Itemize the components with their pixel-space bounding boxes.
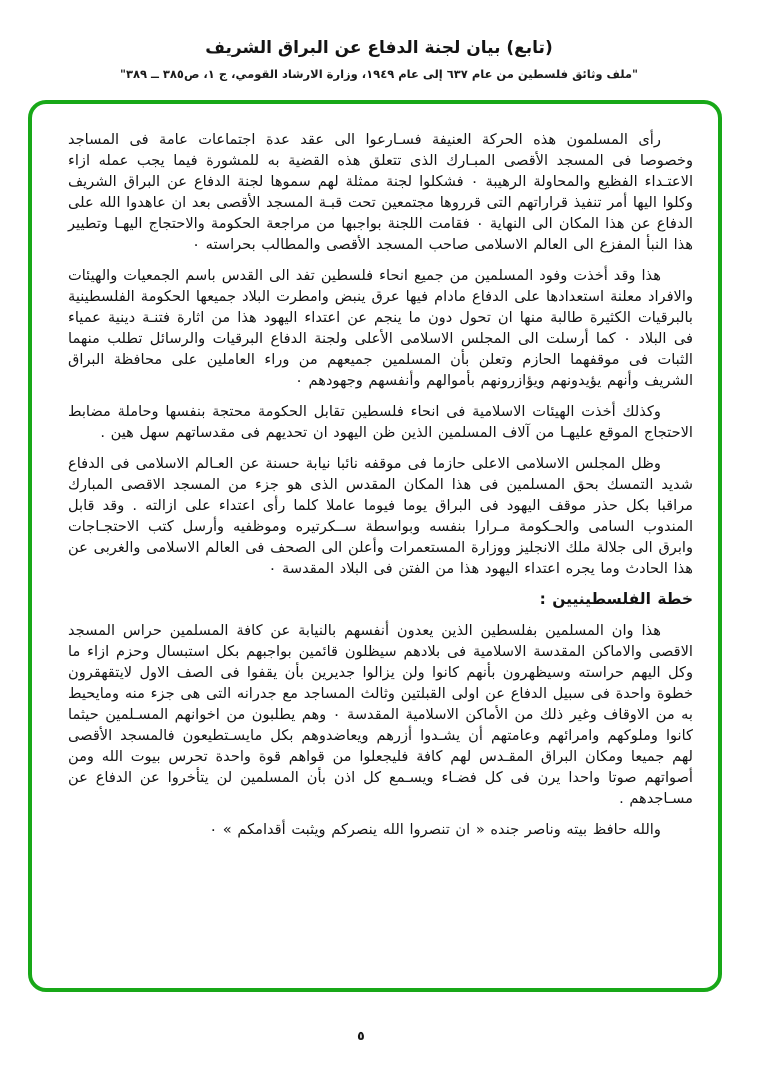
paragraph-delegations: هذا وقد أخذت وفود المسلمين من جميع انحاء فلسطين تفد الى القدس باسم الجمعيات والهيئات والافراد معلنة استعدادها على الدفاع مادام فيها عرق ينبض وامطرت البلاد جميعها الحكومة الفلسطينية بالبرقيات الكثيرة طالبة منها ان تحول دون ما ينجم عن اعتداء اليهود هذا من اثارة فتنـة دينية عمياء فى البلاد ٠ كما أرسلت الى المجلس الاسلامى الأعلى ولجنة الدفاع البرقيات والرسائل تطلب منهما الثبات فى موقفهما الحازم وتعلن بأن المسلمين جميعهم من وراء العاملين على محافظة البراق الشريف وأنهم يؤيدونهم ويؤازرونهم بأموالهم وأنفسهم وجهودهم ٠	[68, 267, 694, 389]
section-heading-palestinians-plan: خطة الفلسطينيين :	[539, 590, 693, 608]
paragraph-islamic-bodies-protest: وكذلك أخذت الهيئات الاسلامية فى انحاء فلسطين تقابل الحكومة محتجة بنفسها وحاملة مضابط الاحتجاج الموقع عليهـا من آلاف المسلمين الذين ظن اليهود ان تحديهم فى مقدساتهم سهل هين .	[68, 403, 693, 441]
green-border-frame	[28, 100, 722, 992]
paragraph-muslim-reaction: رأى المسلمون هذه الحركة العنيفة فسـارعوا الى عقد عدة اجتماعات عامة فى المساجد وخصوصا فى المسجد الأقصى المبـارك الذى تتعلق هذه القضية به للمشورة فيما يجب عمله ازاء الاعتـداء الفظيع والمحاولة الرهيبة ٠ فشكلوا لجنة ممثلة لهم سموها لجنة الدفاع عن البراق الشريف وكلوا اليها أمر تنفيذ قراراتهم التى قرروها مجتمعين تحت قبـة المسجد الأقصى بعد ان عاهدوا الله على الدفاع عن هذا المكان الى النهاية ٠ فقامت اللجنة بواجبها من مراجعة الحكومة والاحتجاج اليهـا وتطيير هذا النبأ المفزع الى العالم الاسلامى صاحب المسجد الأقصى والمطالب بحراسته ٠	[68, 131, 693, 253]
document-title: (تابع) بيان لجنة الدفاع عن البراق الشريف	[205, 38, 553, 58]
paragraph-closing-invocation: والله حافظ بيته وناصر جنده « ان تنصروا الله ينصركم ويثبت أقدامكم » ٠	[209, 821, 661, 838]
paragraph-supreme-islamic-council: وظل المجلس الاسلامى الاعلى حازما فى موقفه نائبا نيابة حسنة عن العـالم الاسلامى فى الدفاع شديد التمسك بحق المسلمين فى هذا المكان المقدس الذى هو جزء من المسجد الاقصى المبارك مراقبا بكل حذر موقف اليهود فى البراق يوما فيوما عاملا كلما رأى اعتداء على ازالته . وقد قابل المندوب السامى والحـكومة مـرارا بنفسه وبواسطة ســكرتيره وموظفيه وأرسل كتب الاحتجـاجات وابرق الى جلالة ملك الانجليز ووزارة المستعمرات وأعلن الى الصحف فى العالم الاسلامى والغربى عن هذا الحادث وما يجره اعتداء اليهود هذا من الفتن فى البلاد المقدسة ٠	[68, 455, 693, 577]
paragraph-palestinians-pledge: هذا وان المسلمين بفلسطين الذين يعدون أنفسهم بالنيابة عن كافة المسلمين حراس المسجد الاقصى والاماكن المقدسة الاسلامية فى بلادهم سيظلون قائمين بواجبهم بكل استبسال وحزم ازاء ما وكل اليهم حراسته وسيظهرون بأنهم كانوا ولن يزالوا جديرين بأن يقفوا فى الصف الاول لايتقهقرون خطوة واحدة فى سبيل الدفاع عن اولى القبلتين وثالث المساجد مع جدرانه التى هى جزء منه ومايحيط به من الاوقاف وغير ذلك من الأماكن الاسلامية المقدسة ٠ وهم يطلبون من اخوانهم المسـلمين حيثما كانوا وملوكهم وامرائهم وعامتهم أن يشـدوا أزرهم ويعاضدوهم بكل مايسـتطيعون فالمسجد الأقصى لهم جميعا ومكان البراق المقـدس لهم كافة فليجعلوا من قواهم قوة واحدة تحرس بيوت الله ومن أصواتهم صوتا واحدا يرن فى كل فضـاء ويسـمع كل اذن بأن المسلمين لن يتأخروا عن الدفاع عن مسـاجدهم .	[68, 622, 693, 807]
document-source-citation: "ملف وثائق فلسطين من عام ٦٣٧ إلى عام ١٩٤٩، وزارة الارشاد القومي، ج ١، ص٣٨٥ ــ ٣٨٩"	[119, 67, 639, 81]
document-body	[32, 104, 718, 840]
document-header	[0, 38, 758, 81]
page-number: ٥	[357, 1028, 365, 1043]
